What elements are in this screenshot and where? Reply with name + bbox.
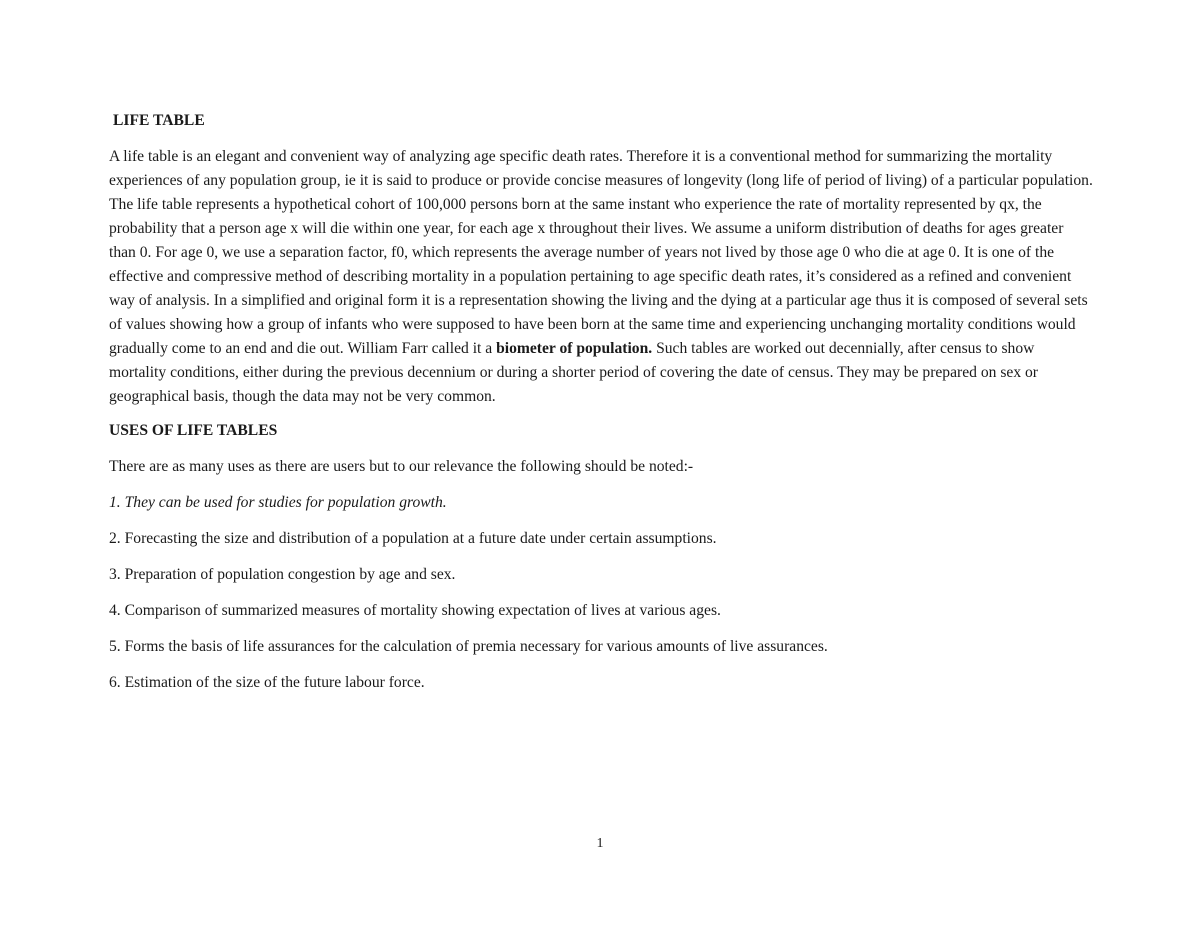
- use-item-5: 5. Forms the basis of life assurances for the calculation of premia necessary for various amounts of live assurances.: [109, 638, 828, 655]
- page-number: 1: [596, 836, 604, 851]
- intro-paragraph: [109, 145, 1094, 409]
- intro-text-part2: Such tables are worked out decennially, after census to show mortality conditions, either during the previous decennium or during a shorter period of covering the date of census. They may be prepared on sex or geographical basis, though the data may not be very common.: [109, 340, 1039, 405]
- use-item-3: 3. Preparation of population congestion by age and sex.: [109, 566, 456, 583]
- uses-heading: USES OF LIFE TABLES: [109, 422, 278, 439]
- page-content: [109, 109, 1094, 707]
- uses-intro: There are as many uses as there are users but to our relevance the following should be noted:-: [109, 458, 694, 475]
- intro-text-part1: A life table is an elegant and convenient way of analyzing age specific death rates. Therefore it is a conventional method for summarizing the mortality experiences of any population group, ie it is said to produce or provide concise measures of longevity (long life of period of living) of a particular population. The life table represents a hypothetical cohort of 100,000 persons born at the same instant who experience the rate of mortality represented by qx, the probability that a person age x will die within one year, for each age x throughout their lives. We assume a uniform distribution of deaths for ages greater than 0. For age 0, we use a separation factor, f0, which represents the average number of years not lived by those age 0 who die at age 0. It is one of the effective and compressive method of describing mortality in a population pertaining to age specific death rates, it’s considered as a refined and convenient way of analysis. In a simplified and original form it is a representation showing the living and the dying at a particular age thus it is composed of several sets of values showing how a group of infants who were supposed to have been born at the same time and experiencing unchanging mortality conditions would gradually come to an end and die out. William Farr called it a: [109, 148, 1093, 357]
- use-item-2: 2. Forecasting the size and distribution of a population at a future date under certain assumptions.: [109, 530, 717, 547]
- intro-bold-term: biometer of population.: [496, 340, 653, 357]
- use-item-4: 4. Comparison of summarized measures of mortality showing expectation of lives at various ages.: [109, 602, 721, 619]
- use-item-1: 1. They can be used for studies for population growth.: [109, 494, 447, 511]
- document-title: LIFE TABLE: [113, 112, 205, 129]
- use-item-6: 6. Estimation of the size of the future labour force.: [109, 674, 425, 691]
